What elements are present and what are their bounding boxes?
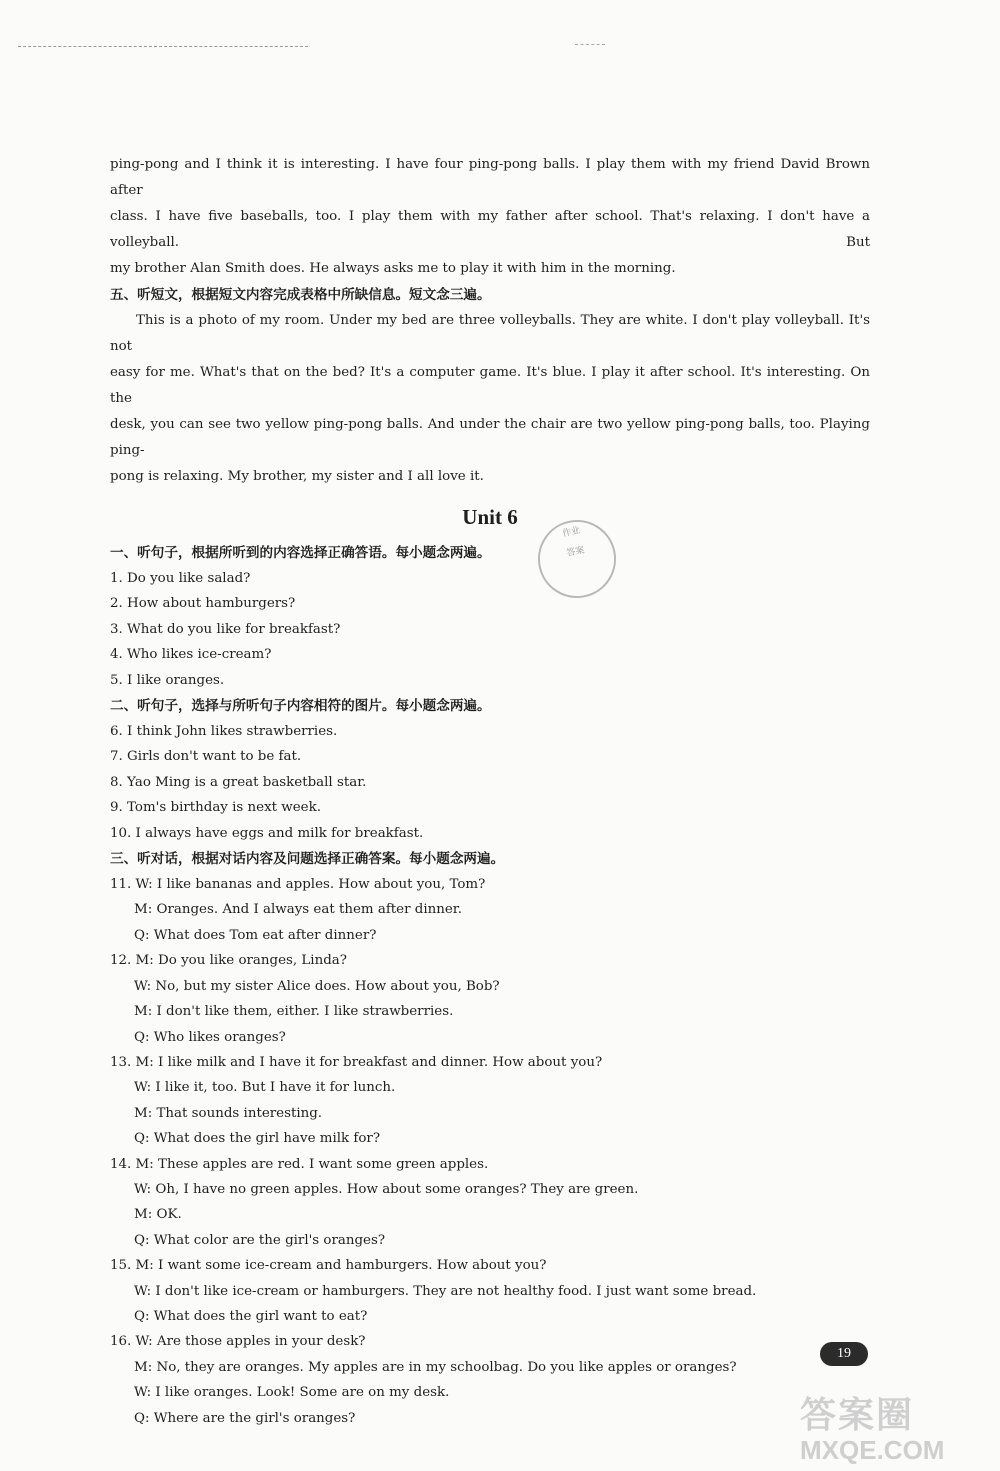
dialogue-line: M: OK. xyxy=(134,1207,182,1223)
question-item: 5. I like oranges. xyxy=(110,672,225,688)
dialogue-line: 11. W: I like bananas and apples. How about you, Tom? xyxy=(110,877,486,893)
dialogue-line: W: Oh, I have no green apples. How about some oranges? They are green. xyxy=(134,1181,639,1197)
section1-heading: 一、听句子，根据所听到的内容选择正确答语。每小题念两遍。 xyxy=(110,545,491,561)
dialogue-line: W: No, but my sister Alice does. How about you, Bob? xyxy=(134,978,500,994)
passage-line: pong is relaxing. My brother, my sister and I all love it. xyxy=(110,469,484,484)
dialogue-line: Q: Where are the girl's oranges? xyxy=(134,1410,356,1426)
section1-items xyxy=(110,566,870,693)
dialogue-line: Q: What does the girl want to eat? xyxy=(134,1308,368,1324)
dialogue-line: Q: What does Tom eat after dinner? xyxy=(134,927,377,943)
dialogue-line: 15. M: I want some ice-cream and hamburgers. How about you? xyxy=(110,1258,547,1274)
section3-dialogues xyxy=(110,872,870,1431)
top-rule xyxy=(18,46,308,47)
dialogue-line: 14. M: These apples are red. I want some green apples. xyxy=(110,1156,489,1172)
dialogue-line: Q: What color are the girl's oranges? xyxy=(134,1232,386,1248)
unit5-passage-1 xyxy=(110,152,870,282)
section3-heading: 三、听对话，根据对话内容及问题选择正确答案。每小题念两遍。 xyxy=(110,851,505,868)
passage-line: ping-pong and I think it is interesting. I have four ping-pong balls. I play them with my friend David Brown after xyxy=(110,157,870,198)
question-item: 6. I think John likes strawberries. xyxy=(110,724,338,740)
dialogue-line: M: I don't like them, either. I like strawberries. xyxy=(134,1004,454,1020)
stamp-top-text: 作业 xyxy=(561,525,582,540)
passage-line: my brother Alan Smith does. He always asks me to play it with him in the morning. xyxy=(110,261,676,276)
section5-heading: 五、听短文，根据短文内容完成表格中所缺信息。短文念三遍。 xyxy=(110,287,491,303)
dialogue-line: M: No, they are oranges. My apples are in my schoolbag. Do you like apples or oranges? xyxy=(134,1359,737,1375)
passage-line: This is a photo of my room. Under my bed are three volleyballs. They are white. I don't play volleyball. It's not xyxy=(110,313,870,354)
section2-heading: 二、听句子，选择与所听句子内容相符的图片。每小题念两遍。 xyxy=(110,698,491,715)
question-item: 10. I always have eggs and milk for breakfast. xyxy=(110,825,424,841)
page-number: 19 xyxy=(820,1342,868,1366)
page-content xyxy=(110,152,870,1431)
dialogue-line: Q: Who likes oranges? xyxy=(134,1029,286,1045)
watermark-text: 答案圈 xyxy=(800,1394,915,1435)
question-item: 4. Who likes ice-cream? xyxy=(110,647,272,663)
dialogue-line: M: Oranges. And I always eat them after dinner. xyxy=(134,902,462,918)
passage-line: desk, you can see two yellow ping-pong balls. And under the chair are two yellow ping-pong balls, too. Playing ping- xyxy=(110,417,870,458)
section2-items xyxy=(110,719,870,846)
question-item: 3. What do you like for breakfast? xyxy=(110,621,341,637)
dialogue-line: W: I like it, too. But I have it for lunch. xyxy=(134,1080,396,1096)
passage-line: class. I have five baseballs, too. I play them with my father after school. That's relaxing. I don't have a volleyball. But xyxy=(110,209,870,250)
question-item: 2. How about hamburgers? xyxy=(110,596,296,612)
dialogue-line: M: That sounds interesting. xyxy=(134,1105,323,1121)
dialogue-line: 12. M: Do you like oranges, Linda? xyxy=(110,953,347,969)
watermark-logo xyxy=(800,1395,944,1465)
dialogue-line: Q: What does the girl have milk for? xyxy=(134,1131,381,1147)
question-item: 9. Tom's birthday is next week. xyxy=(110,800,321,816)
top-rule-fragment xyxy=(575,44,605,45)
dialogue-line: W: I don't like ice-cream or hamburgers. They are not healthy food. I just want some bread. xyxy=(134,1283,757,1299)
watermark-url: MXQE.COM xyxy=(800,1435,945,1465)
dialogue-line: W: I like oranges. Look! Some are on my desk. xyxy=(134,1385,450,1401)
dialogue-line: 16. W: Are those apples in your desk? xyxy=(110,1334,366,1350)
question-item: 8. Yao Ming is a great basketball star. xyxy=(110,774,367,790)
dialogue-line: 13. M: I like milk and I have it for breakfast and dinner. How about you? xyxy=(110,1054,603,1070)
unit5-passage-2 xyxy=(110,308,870,490)
passage-line: easy for me. What's that on the bed? It's a computer game. It's blue. I play it after school. It's interesting. On the xyxy=(110,365,870,406)
stamp-bottom-text: 答案 xyxy=(565,545,586,559)
question-item: 1. Do you like salad? xyxy=(110,571,251,586)
unit-title: Unit 6 xyxy=(462,505,518,529)
question-item: 7. Girls don't want to be fat. xyxy=(110,749,302,765)
